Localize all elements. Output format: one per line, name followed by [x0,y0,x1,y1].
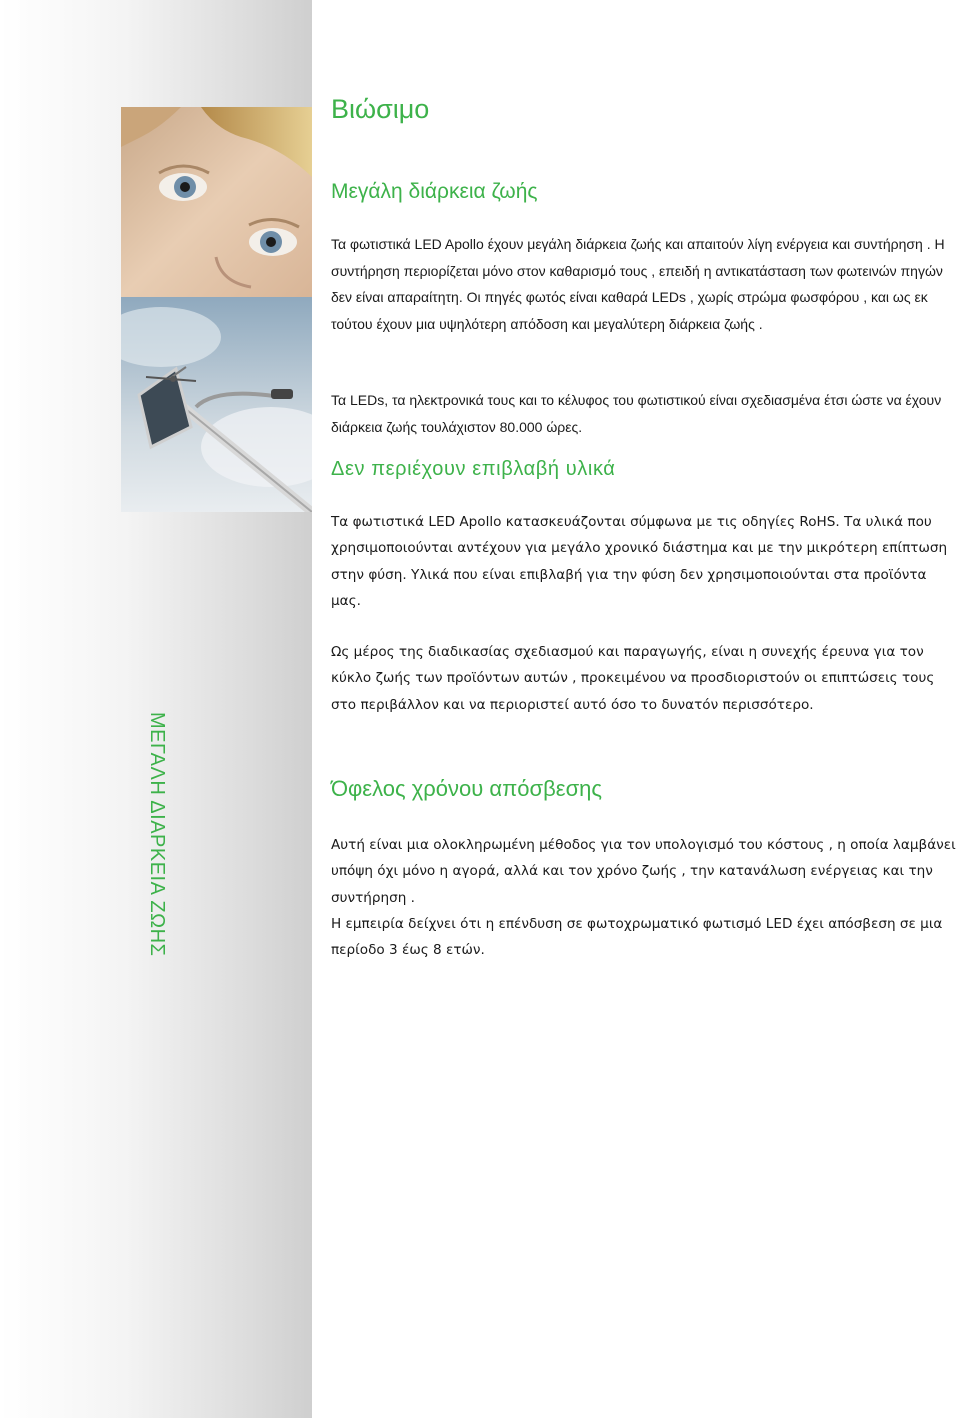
paragraph-payback-1: Αυτή είναι μια ολοκληρωμένη μέθοδος για τον υπολογισμό του κόστους , η οποία λαμβάνει υπόψη όχι μόνο η αγορά, αλλά και τον χρόνο ζωής , την κατανάλωση ενέργειας και την συντήρηση . [331,837,956,906]
section-heading-no-harmful: Δεν περιέχουν επιβλαβή υλικά [331,458,616,480]
child-face-photo [121,107,312,297]
section-heading-payback: Όφελος χρόνου απόσβεσης [331,776,602,801]
paragraph-payback-2: Η εμπειρία δείχνει ότι η επένδυση σε φωτοχρωματικό φωτισμό LED έχει απόσβεση σε μια περίοδο 3 έως 8 ετών. [331,916,943,959]
paragraph-no-harmful-1: Τα φωτιστικά LED Apollo κατασκευάζονται σύμφωνα με τις οδηγίες RoHS. Τα υλικά που χρησιμοποιούνται αντέχουν για μεγάλο χρονικό διάστημα και με την μικρότερη επίπτωση στην φύση. Υλικά που είναι επιβλαβή για την φύση δεν χρησιμοποιούνται στα προϊόντα μας. [331,514,948,610]
paragraph-long-life-2: Τα LEDs, τα ηλεκτρονικά τους και το κέλυφος του φωτιστικού είναι σχεδιασμένα έτσι ώστε να έχουν διάρκεια ζωής τουλάχιστον 80.000 ώρες. [331,392,942,435]
page-title: Βιώσιμο [331,94,430,124]
solar-street-light-photo [121,297,312,512]
paragraph-long-life-1: Τα φωτιστικά LED Apollo έχουν μεγάλη διάρκεια ζωής και απαιτούν λίγη ενέργεια και συντήρηση . Η συντήρηση περιορίζεται μόνο στον καθαρισμό τους , επειδή η αντικατάσταση των φωτεινών πηγών δεν είναι απαραίτητη. Οι πηγές φωτός είναι καθαρά LEDs , χωρίς στρώμα φωσφόρου , και ως εκ τούτου έχουν μια υψηλότερη απόδοση και μεγαλύτερη διάρκεια ζωής . [331,236,945,332]
sidebar [0,0,312,1418]
section-heading-long-life: Μεγάλη διάρκεια ζωής [331,180,538,203]
paragraph-no-harmful-2: Ως μέρος της διαδικασίας σχεδιασμού και παραγωγής, είναι η συνεχής έρευνα για τον κύκλο ζωής των προϊόντων αυτών , προκειμένου να προσδιοριστούν οι επιπτώσεις τους στο περιβάλλον και να περιοριστεί αυτό όσο το δυνατόν περισσότερο. [331,644,935,713]
sidebar-vertical-label: ΜΕΓΑΛΗ ΔΙΑΡΚΕΙΑ ΖΩΗΣ [146,712,168,957]
